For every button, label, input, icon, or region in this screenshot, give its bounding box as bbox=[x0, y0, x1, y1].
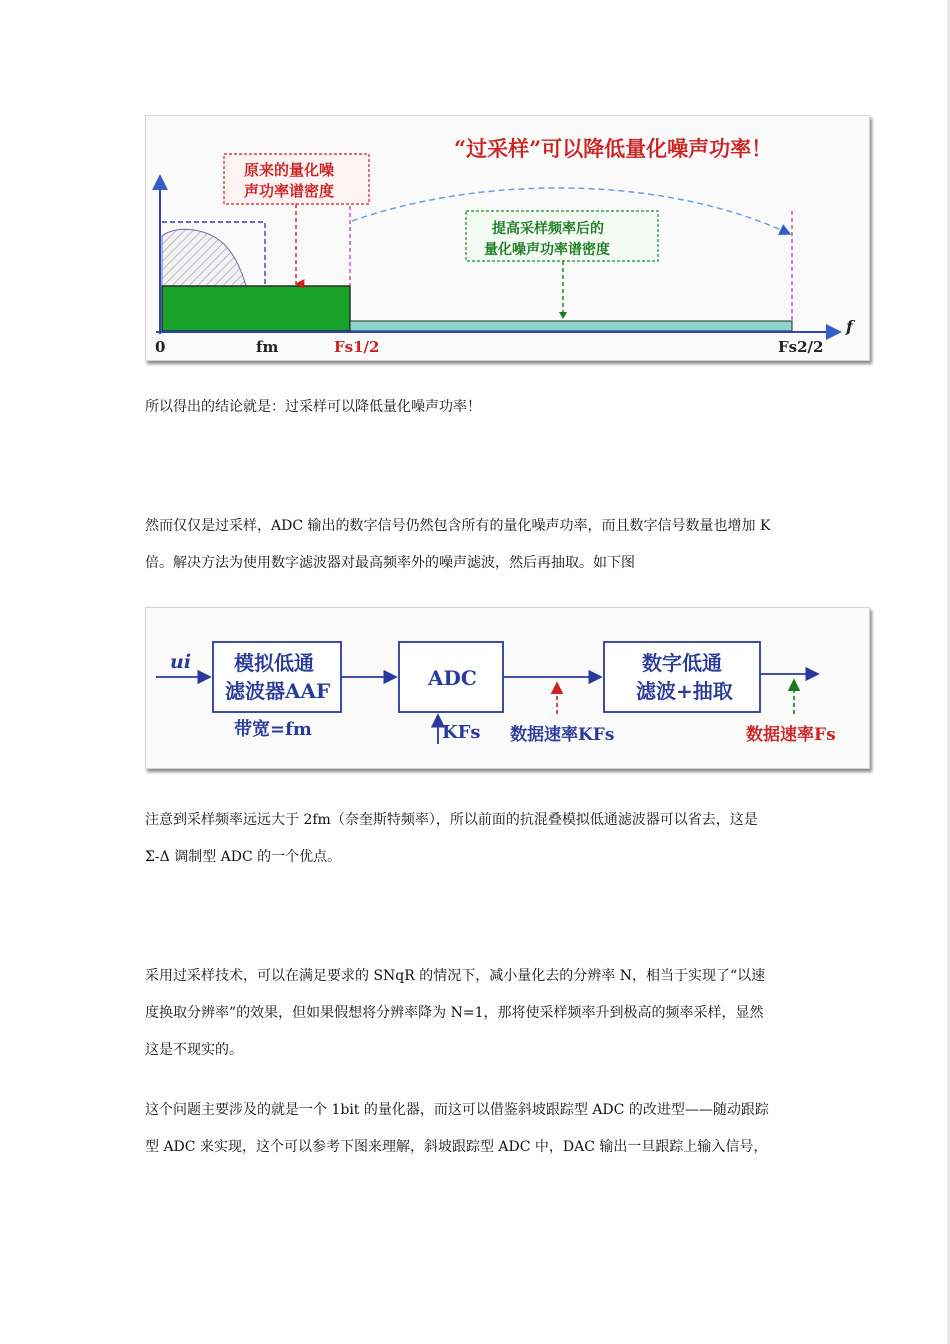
paragraph-resolution-line1: 采用过采样技术，可以在满足要求的 SNqR 的情况下，减小量化去的分辨率 N，相当于实现了“以速 bbox=[145, 968, 766, 984]
block-diagram-figure bbox=[145, 607, 870, 769]
aaf-block-line1: 模拟低通 bbox=[234, 651, 314, 675]
figure1-headline: “过采样”可以降低量化噪声功率！ bbox=[454, 136, 773, 161]
adc-block-label: ADC bbox=[428, 666, 477, 690]
axis-label-fm: fm bbox=[256, 338, 279, 356]
paragraph-nyquist bbox=[145, 802, 815, 876]
dlpf-block-line1: 数字低通 bbox=[642, 651, 722, 675]
original-noise-block bbox=[162, 286, 350, 331]
noise-density-figure bbox=[145, 115, 870, 361]
paragraph-resolution-line2: 度换取分辨率”的效果，但如果假想将分辨率降为 N=1，那将使采样频率升到极高的频率采样，显然 bbox=[145, 1005, 764, 1021]
axis-label-origin: 0 bbox=[155, 338, 166, 356]
axis-label-fs2: Fs2/2 bbox=[778, 338, 824, 356]
paragraph-quantizer bbox=[145, 1092, 815, 1166]
axis-label-fs1: Fs1/2 bbox=[334, 338, 380, 356]
dlpf-block-line2: 滤波+抽取 bbox=[636, 679, 733, 703]
oversampled-noise-label-line2: 量化噪声功率谱密度 bbox=[484, 242, 610, 258]
block-diagram bbox=[146, 608, 869, 768]
paragraph-digital-filter bbox=[145, 508, 815, 582]
noise-density-diagram bbox=[146, 116, 869, 360]
input-signal-label: ui bbox=[170, 651, 192, 673]
rate1-label: 数据速率KFs bbox=[510, 725, 615, 745]
adc-clock-label: KFs bbox=[442, 722, 481, 743]
aaf-block-line2: 滤波器AAF bbox=[225, 679, 331, 703]
paragraph-nyquist-line1: 注意到采样频率远远大于 2fm（奈奎斯特频率），所以前面的抗混叠模拟低通滤波器可以省去，这是 bbox=[145, 812, 758, 828]
rate2-label: 数据速率Fs bbox=[746, 725, 836, 745]
paragraph-conclusion bbox=[145, 389, 815, 426]
oversampled-noise-label-line1: 提高采样频率后的 bbox=[492, 221, 604, 237]
paragraph-digital-filter-line2: 倍。解决方法为使用数字滤波器对最高频率外的噪声滤波，然后再抽取。如下图 bbox=[145, 555, 635, 571]
signal-spectrum-hatched bbox=[162, 229, 246, 286]
original-noise-label-line2: 声功率谱密度 bbox=[244, 182, 335, 200]
paragraph-quantizer-line1: 这个问题主要涉及的就是一个 1bit 的量化器，而这可以借鉴斜坡跟踪型 ADC 的改进型——随动跟踪 bbox=[145, 1102, 769, 1118]
paragraph-resolution-line3: 这是不现实的。 bbox=[145, 1042, 243, 1058]
axis-label-f: f bbox=[846, 317, 853, 336]
aaf-bandwidth-label: 带宽=fm bbox=[234, 719, 312, 740]
paragraph-nyquist-line2: Σ-Δ 调制型 ADC 的一个优点。 bbox=[145, 849, 342, 865]
original-noise-label-line1: 原来的量化噪 bbox=[244, 161, 335, 179]
paragraph-resolution bbox=[145, 958, 815, 1069]
paragraph-quantizer-line2: 型 ADC 来实现，这个可以参考下图来理解，斜坡跟踪型 ADC 中，DAC 输出一旦跟踪上输入信号， bbox=[145, 1139, 768, 1155]
paragraph-conclusion-text: 所以得出的结论就是：过采样可以降低量化噪声功率！ bbox=[145, 399, 481, 415]
paragraph-digital-filter-line1: 然而仅仅是过采样，ADC 输出的数字信号仍然包含所有的量化噪声功率，而且数字信号数量也增加 K bbox=[145, 518, 771, 534]
oversampled-noise-block bbox=[350, 321, 792, 331]
